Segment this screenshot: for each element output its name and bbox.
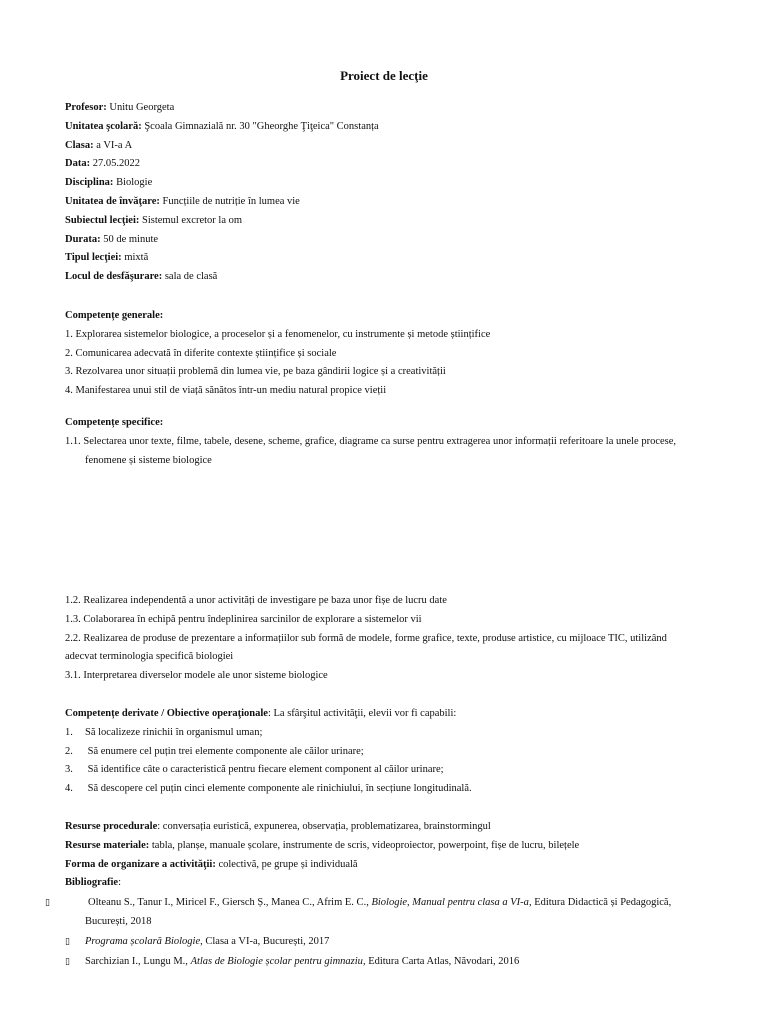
resources <box>45 818 705 971</box>
specific-competence-1-3: 1.3. Colaborarea în echipă pentru îndeplinirea sarcinilor de explorare a sistemelor vii <box>65 613 422 625</box>
bullet-icon: ▯ <box>65 935 70 946</box>
resources-material: Resurse materiale: tabla, planșe, manuale școlare, instrumente de scris, videoproiector, powerpoint, fișe de lucru, bilețele <box>65 839 580 851</box>
specific-competence-3-1: 3.1. Interpretarea diverselor modele ale unor sisteme biologice <box>65 670 328 682</box>
general-competence-item: 4. Manifestarea unui stil de viață sănătos într-un mediu natural propice vieții <box>65 385 387 397</box>
info-lesson-type: Tipul lecţiei: mixtă <box>65 252 149 264</box>
info-learning-unit: Unitatea de învăţare: Funcțiile de nutriție în lumea vie <box>65 195 300 207</box>
specific-competence-2-2: 2.2. Realizarea de produse de prezentare a informațiilor sub formă de modele, forme grafice, texte, produse artistice, cu mijloace TIC, utilizând <box>65 632 667 644</box>
info-professor: Profesor: Unitu Georgeta <box>65 102 175 113</box>
general-competences-heading: Competențe generale: <box>65 310 164 321</box>
specific-competences-heading: Competențe specifice: <box>65 417 164 428</box>
bibliography-item: ▯ Olteanu S., Tanur I., Miricel F., Giersch Ș., Manea C., Afrim E. C., Biologie, Manual pentru clasa a VI-a, Editura Didactică și Pedagogică, București, 2018 <box>65 893 705 932</box>
general-competence-item: 3. Rezolvarea unor situații problemă din lumea vie, pe baza gândirii logice și a creativității <box>65 366 446 378</box>
objective-item: 1. Să localizeze rinichii în organismul uman; <box>65 726 263 738</box>
bibliography-item: ▯ Programa școlară Biologie, Clasa a VI-a, București, 2017 <box>65 932 705 952</box>
specific-competence-1-1: 1.1. Selectarea unor texte, filme, tabele, desene, scheme, grafice, diagrame ca surse pentru extragerea unor informații referitoare la unele procese, <box>65 435 677 447</box>
bullet-icon: ▯ <box>45 897 50 908</box>
specific-competences-continued <box>65 592 705 686</box>
specific-competences <box>65 414 705 470</box>
info-duration: Durata: 50 de minute <box>65 233 159 245</box>
info-discipline: Disciplina: Biologie <box>65 177 153 189</box>
objectives-intro: : La sfârşitul activităţii, elevii vor fi capabili: <box>267 708 457 719</box>
operational-objectives <box>65 705 705 799</box>
objectives-heading: Competențe derivate / Obiective operaţionale <box>65 708 268 719</box>
objective-item: 3. Să identifice câte o caracteristică pentru fiecare element component al căilor urinare; <box>65 764 444 776</box>
objectives-heading-line <box>65 705 705 724</box>
lesson-info <box>65 99 705 287</box>
bibliography-item: ▯ Sarchizian I., Lungu M., Atlas de Biologie școlar pentru gimnaziu, Editura Carta Atlas, Năvodari, 2016 <box>65 952 705 972</box>
general-competence-item: 2. Comunicarea adecvată în diferite contexte științifice și sociale <box>65 347 337 359</box>
info-date: Data: 27.05.2022 <box>65 158 140 170</box>
specific-competence-1-1-continued: fenomene și sisteme biologice <box>85 454 212 466</box>
document-title: Proiect de lecţie <box>340 68 428 83</box>
info-school: Unitatea şcolară: Şcoala Gimnazială nr. 30 "Gheorghe Ţiţeica" Constanța <box>65 120 379 132</box>
info-subject: Subiectul lecţiei: Sistemul excretor la om <box>65 214 243 226</box>
objective-item: 4. Să descopere cel puțin cinci elemente componente ale rinichiului, în secțiune longitudinală. <box>65 783 472 795</box>
resources-organization: Forma de organizare a activităţii: colectivă, pe grupe și individuală <box>65 858 358 870</box>
objective-item: 2. Să enumere cel puțin trei elemente componente ale căilor urinare; <box>65 745 364 757</box>
info-location: Locul de desfăşurare: sala de clasă <box>65 271 218 283</box>
bibliography-heading: Bibliografie: <box>65 877 122 889</box>
specific-competence-1-2: 1.2. Realizarea independentă a unor activități de investigare pe baza unor fișe de lucru date <box>65 595 447 606</box>
bullet-icon: ▯ <box>65 955 70 966</box>
general-competence-item: 1. Explorarea sistemelor biologice, a proceselor și a fenomenelor, cu instrumente și metode științifice <box>65 328 491 340</box>
info-class: Clasa: a VI-a A <box>65 139 133 151</box>
specific-competence-2-2-continued: adecvat terminologia specifică biologiei <box>65 651 234 663</box>
resources-procedural: Resurse procedurale: conversația euristică, expunerea, observația, problematizarea, brainstormingul <box>65 821 491 832</box>
general-competences <box>65 307 705 401</box>
